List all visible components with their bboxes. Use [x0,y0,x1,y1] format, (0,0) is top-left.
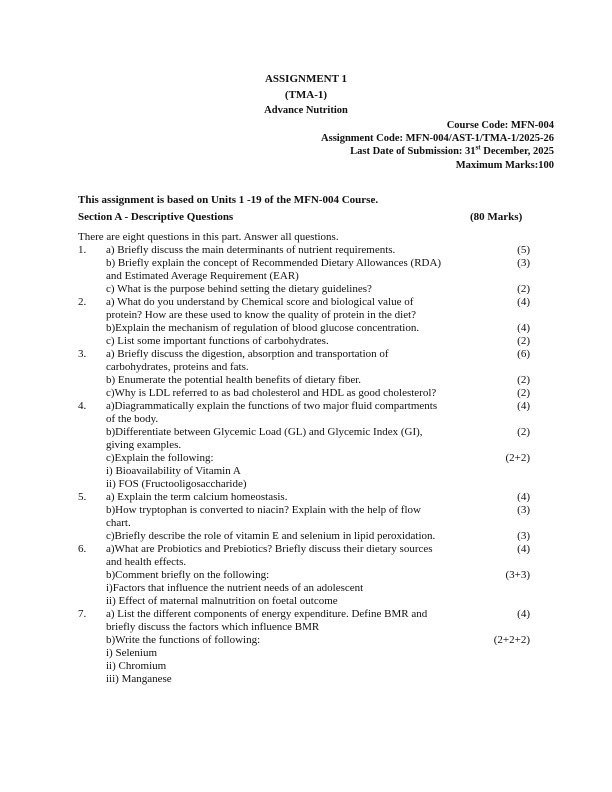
question-line: b)Explain the mechanism of regulation of blood glucose concentration. [106,322,420,334]
question-part [78,569,538,608]
question-line: ii) FOS (Fructooligosaccharide) [106,478,247,490]
question-marks: (2) [517,374,530,386]
question-marks: (5) [517,244,530,256]
question-text [106,634,478,686]
question-text [106,426,478,452]
question-line: a) List the different components of energy expenditure. Define BMR and [106,608,428,620]
question-number: 4. [78,400,87,412]
question-line: c) What is the purpose behind setting the dietary guidelines? [106,283,372,295]
question-line: b)How tryptophan is converted to niacin? Explain with the help of flow [106,504,421,516]
question-line: i) Bioavailability of Vitamin A [106,465,241,477]
question-marks: (3) [517,530,530,542]
question-6 [78,543,538,608]
question-2 [78,296,538,348]
question-number: 2. [78,296,87,308]
assignment-title: ASSIGNMENT 1 [264,73,347,85]
question-part [78,348,538,374]
section-title: Section A - Descriptive Questions [78,211,234,223]
question-7 [78,608,538,686]
question-part [78,530,538,543]
question-marks: (4) [517,608,530,620]
question-line: and Estimated Average Requirement (EAR) [106,270,299,282]
section-intro: There are eight questions in this part. Answer all questions. [78,231,339,243]
question-part [78,374,538,387]
question-part [78,504,538,530]
question-text [106,374,478,387]
question-line: c)Briefly describe the role of vitamin E and selenium in lipid peroxidation. [106,530,436,542]
question-marks: (2+2+2) [493,634,530,646]
question-marks: (3) [517,504,530,516]
question-line: briefly discuss the factors which influence BMR [106,621,320,633]
question-marks: (4) [517,543,530,555]
question-text [106,296,478,322]
question-text [106,608,478,634]
question-line: a) What do you understand by Chemical score and biological value of [106,296,414,308]
question-marks: (4) [517,296,530,308]
question-marks: (2) [517,283,530,295]
question-text [106,322,478,335]
question-line: a) Briefly discuss the digestion, absorption and transportation of [106,348,389,360]
question-4 [78,400,538,491]
question-line: ii) Effect of maternal malnutrition on foetal outcome [106,595,338,607]
question-text [106,335,478,348]
question-part [78,452,538,491]
question-3 [78,348,538,400]
question-line: c)Why is LDL referred to as bad cholesterol and HDL as good cholesterol? [106,387,437,399]
question-part [78,322,538,335]
question-number: 5. [78,491,87,503]
question-line: i)Factors that influence the nutrient needs of an adolescent [106,582,364,594]
question-part [78,608,538,634]
subject-title: Advance Nutrition [264,105,348,116]
question-marks: (2) [517,387,530,399]
question-marks: (6) [517,348,530,360]
question-text [106,400,478,426]
question-line: a) Briefly discuss the main determinants of nutrient requirements. [106,244,396,256]
tma-label: (TMA-1) [284,89,328,101]
question-part [78,387,538,400]
question-part [78,244,538,257]
question-text [106,504,478,530]
question-number: 6. [78,543,87,555]
question-marks: (4) [517,400,530,412]
question-marks: (3) [517,257,530,269]
question-part [78,543,538,569]
question-line: a) Explain the term calcium homeostasis. [106,491,288,503]
assignment-code: Assignment Code: MFN-004/AST-1/TMA-1/2025-26 [321,133,554,144]
question-line: iii) Manganese [106,673,172,685]
question-line: b)Write the functions of following: [106,634,261,646]
question-5 [78,491,538,543]
question-marks: (2) [517,335,530,347]
question-line: c)Explain the following: [106,452,214,464]
question-marks: (4) [517,322,530,334]
question-text [106,257,478,283]
course-code: Course Code: MFN-004 [446,120,554,131]
questions-list [78,244,538,686]
question-part [78,400,538,426]
question-part [78,426,538,452]
question-part [78,296,538,322]
assignment-basis: This assignment is based on Units 1 -19 of the MFN-004 Course. [78,194,379,206]
question-text [106,244,478,257]
question-part [78,335,538,348]
question-line: carbohydrates, proteins and fats. [106,361,249,373]
question-part [78,283,538,296]
question-line: of the body. [106,413,159,425]
question-marks: (3+3) [505,569,530,581]
question-text [106,530,478,543]
question-marks: (4) [517,491,530,503]
question-part [78,491,538,504]
question-text [106,452,478,491]
max-marks: Maximum Marks:100 [455,160,554,171]
question-line: protein? How are these used to know the quality of protein in the diet? [106,309,417,321]
question-line: a)Diagrammatically explain the functions of two major fluid compartments [106,400,438,412]
question-line: b) Enumerate the potential health benefits of dietary fiber. [106,374,362,386]
question-number: 7. [78,608,87,620]
question-line: and health effects. [106,556,187,568]
question-number: 3. [78,348,87,360]
question-text [106,491,478,504]
question-line: c) List some important functions of carbohydrates. [106,335,329,347]
question-line: b)Differentiate between Glycemic Load (GL) and Glycemic Index (GI), [106,426,423,438]
question-line: i) Selenium [106,647,158,659]
question-line: giving examples. [106,439,182,451]
question-text [106,348,478,374]
question-part [78,634,538,686]
question-text [106,543,478,569]
question-text [106,387,478,400]
question-line: chart. [106,517,131,529]
question-number: 1. [78,244,87,256]
question-line: b)Comment briefly on the following: [106,569,270,581]
question-line: b) Briefly explain the concept of Recommended Dietary Allowances (RDA) [106,257,442,269]
section-marks: (80 Marks) [470,211,523,223]
question-line: a)What are Probiotics and Prebiotics? Briefly discuss their dietary sources [106,543,433,555]
question-1 [78,244,538,296]
question-marks: (2) [517,426,530,438]
question-marks: (2+2) [505,452,530,464]
question-part [78,257,538,283]
question-text [106,283,478,296]
question-line: ii) Chromium [106,660,167,672]
question-text [106,569,478,608]
last-date: Last Date of Submission: 31st December, 2025 [350,143,554,157]
